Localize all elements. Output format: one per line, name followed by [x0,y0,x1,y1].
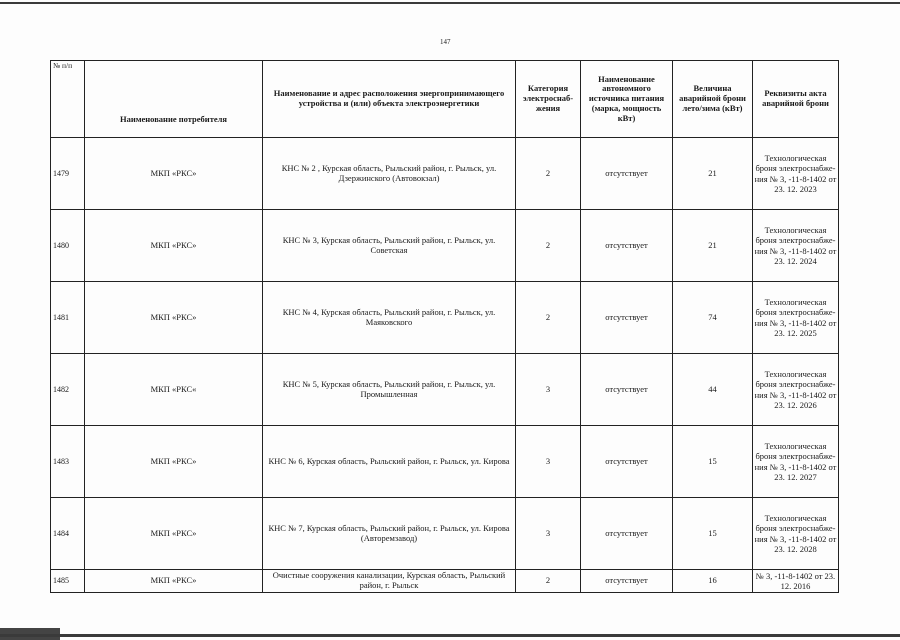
row-reserve: 44 [673,354,753,426]
row-category: 2 [516,210,581,282]
row-requisites: Технологическая броня электроснабже-ния № 3, -11-8-1402 от 23. 12. 2024 [753,210,839,282]
header-row [51,61,839,138]
row-autonomous: отсутствует [581,354,673,426]
row-address: КНС № 6, Курская область, Рыльский район, г. Рыльск, ул. Кирова [263,426,516,498]
row-autonomous: отсутствует [581,210,673,282]
row-address: КНС № 2 , Курская область, Рыльский район, г. Рыльск, ул. Дзержинского (Автовокзал) [263,138,516,210]
page-number: 147 [440,38,451,46]
row-autonomous: отсутствует [581,498,673,570]
header-num: № п/п [51,61,85,138]
row-autonomous: отсутствует [581,426,673,498]
header-reserve: Величина аварийной брони лето/зима (кВт) [673,61,753,138]
row-reserve: 21 [673,138,753,210]
header-autonomous: Наименование автономного источника питания (марка, мощность кВт) [581,61,673,138]
row-autonomous: отсутствует [581,282,673,354]
row-reserve: 16 [673,570,753,593]
row-num: 1483 [51,426,85,498]
row-requisites: Технологическая броня электроснабже-ния № 3, -11-8-1402 от 23. 12. 2025 [753,282,839,354]
row-consumer: МКП «РКС« [85,354,263,426]
scan-edge-bottom [0,634,900,637]
table-row [51,354,839,426]
row-category: 3 [516,354,581,426]
row-reserve: 74 [673,282,753,354]
row-autonomous: отсутствует [581,138,673,210]
row-consumer: МКП «РКС» [85,282,263,354]
row-requisites: № 3, -11-8-1402 от 23. 12. 2016 [753,570,839,593]
row-consumer: МКП «РКС» [85,498,263,570]
row-requisites: Технологическая броня электроснабже-ния № 3, -11-8-1402 от 23. 12. 2026 [753,354,839,426]
row-requisites: Технологическая броня электроснабже-ния № 3, -11-8-1402 от 23. 12. 2023 [753,138,839,210]
header-requisites: Реквизиты акта аварийной брони [753,61,839,138]
row-num: 1485 [51,570,85,593]
row-address: Очистные сооружения канализации, Курская область, Рыльский район, г. Рыльск [263,570,516,593]
table-row [51,426,839,498]
row-num: 1482 [51,354,85,426]
header-consumer: Наименование потребителя [85,61,263,138]
row-category: 2 [516,138,581,210]
row-reserve: 21 [673,210,753,282]
table-row [51,210,839,282]
row-category: 3 [516,426,581,498]
row-category: 2 [516,282,581,354]
table-row [51,282,839,354]
row-consumer: МКП «РКС» [85,426,263,498]
row-consumer: МКП «РКС» [85,138,263,210]
row-address: КНС № 3, Курская область, Рыльский район, г. Рыльск, ул. Советская [263,210,516,282]
row-address: КНС № 4, Курская область, Рыльский район, г. Рыльск, ул. Маяковского [263,282,516,354]
row-requisites: Технологическая броня электроснабже-ния № 3, -11-8-1402 от 23. 12. 2028 [753,498,839,570]
row-category: 3 [516,498,581,570]
row-address: КНС № 7, Курская область, Рыльский район, г. Рыльск, ул. Кирова (Авторемзавод) [263,498,516,570]
row-category: 2 [516,570,581,593]
table-row [51,498,839,570]
row-address: КНС № 5, Курская область, Рыльский район, г. Рыльск, ул. Промышленная [263,354,516,426]
row-reserve: 15 [673,426,753,498]
table-row [51,138,839,210]
scan-edge-top [0,2,900,4]
table-row [51,570,839,593]
row-num: 1479 [51,138,85,210]
row-consumer: МКП «РКС» [85,210,263,282]
header-address: Наименование и адрес расположения энергопринимающего устройства и (или) объекта электроэнергетики [263,61,516,138]
row-autonomous: отсутствует [581,570,673,593]
row-num: 1484 [51,498,85,570]
row-consumer: МКП «РКС» [85,570,263,593]
row-reserve: 15 [673,498,753,570]
reserve-table [50,60,839,593]
row-num: 1481 [51,282,85,354]
header-category: Категория электроснаб-жения [516,61,581,138]
row-num: 1480 [51,210,85,282]
row-requisites: Технологическая броня электроснабже-ния № 3, -11-8-1402 от 23. 12. 2027 [753,426,839,498]
